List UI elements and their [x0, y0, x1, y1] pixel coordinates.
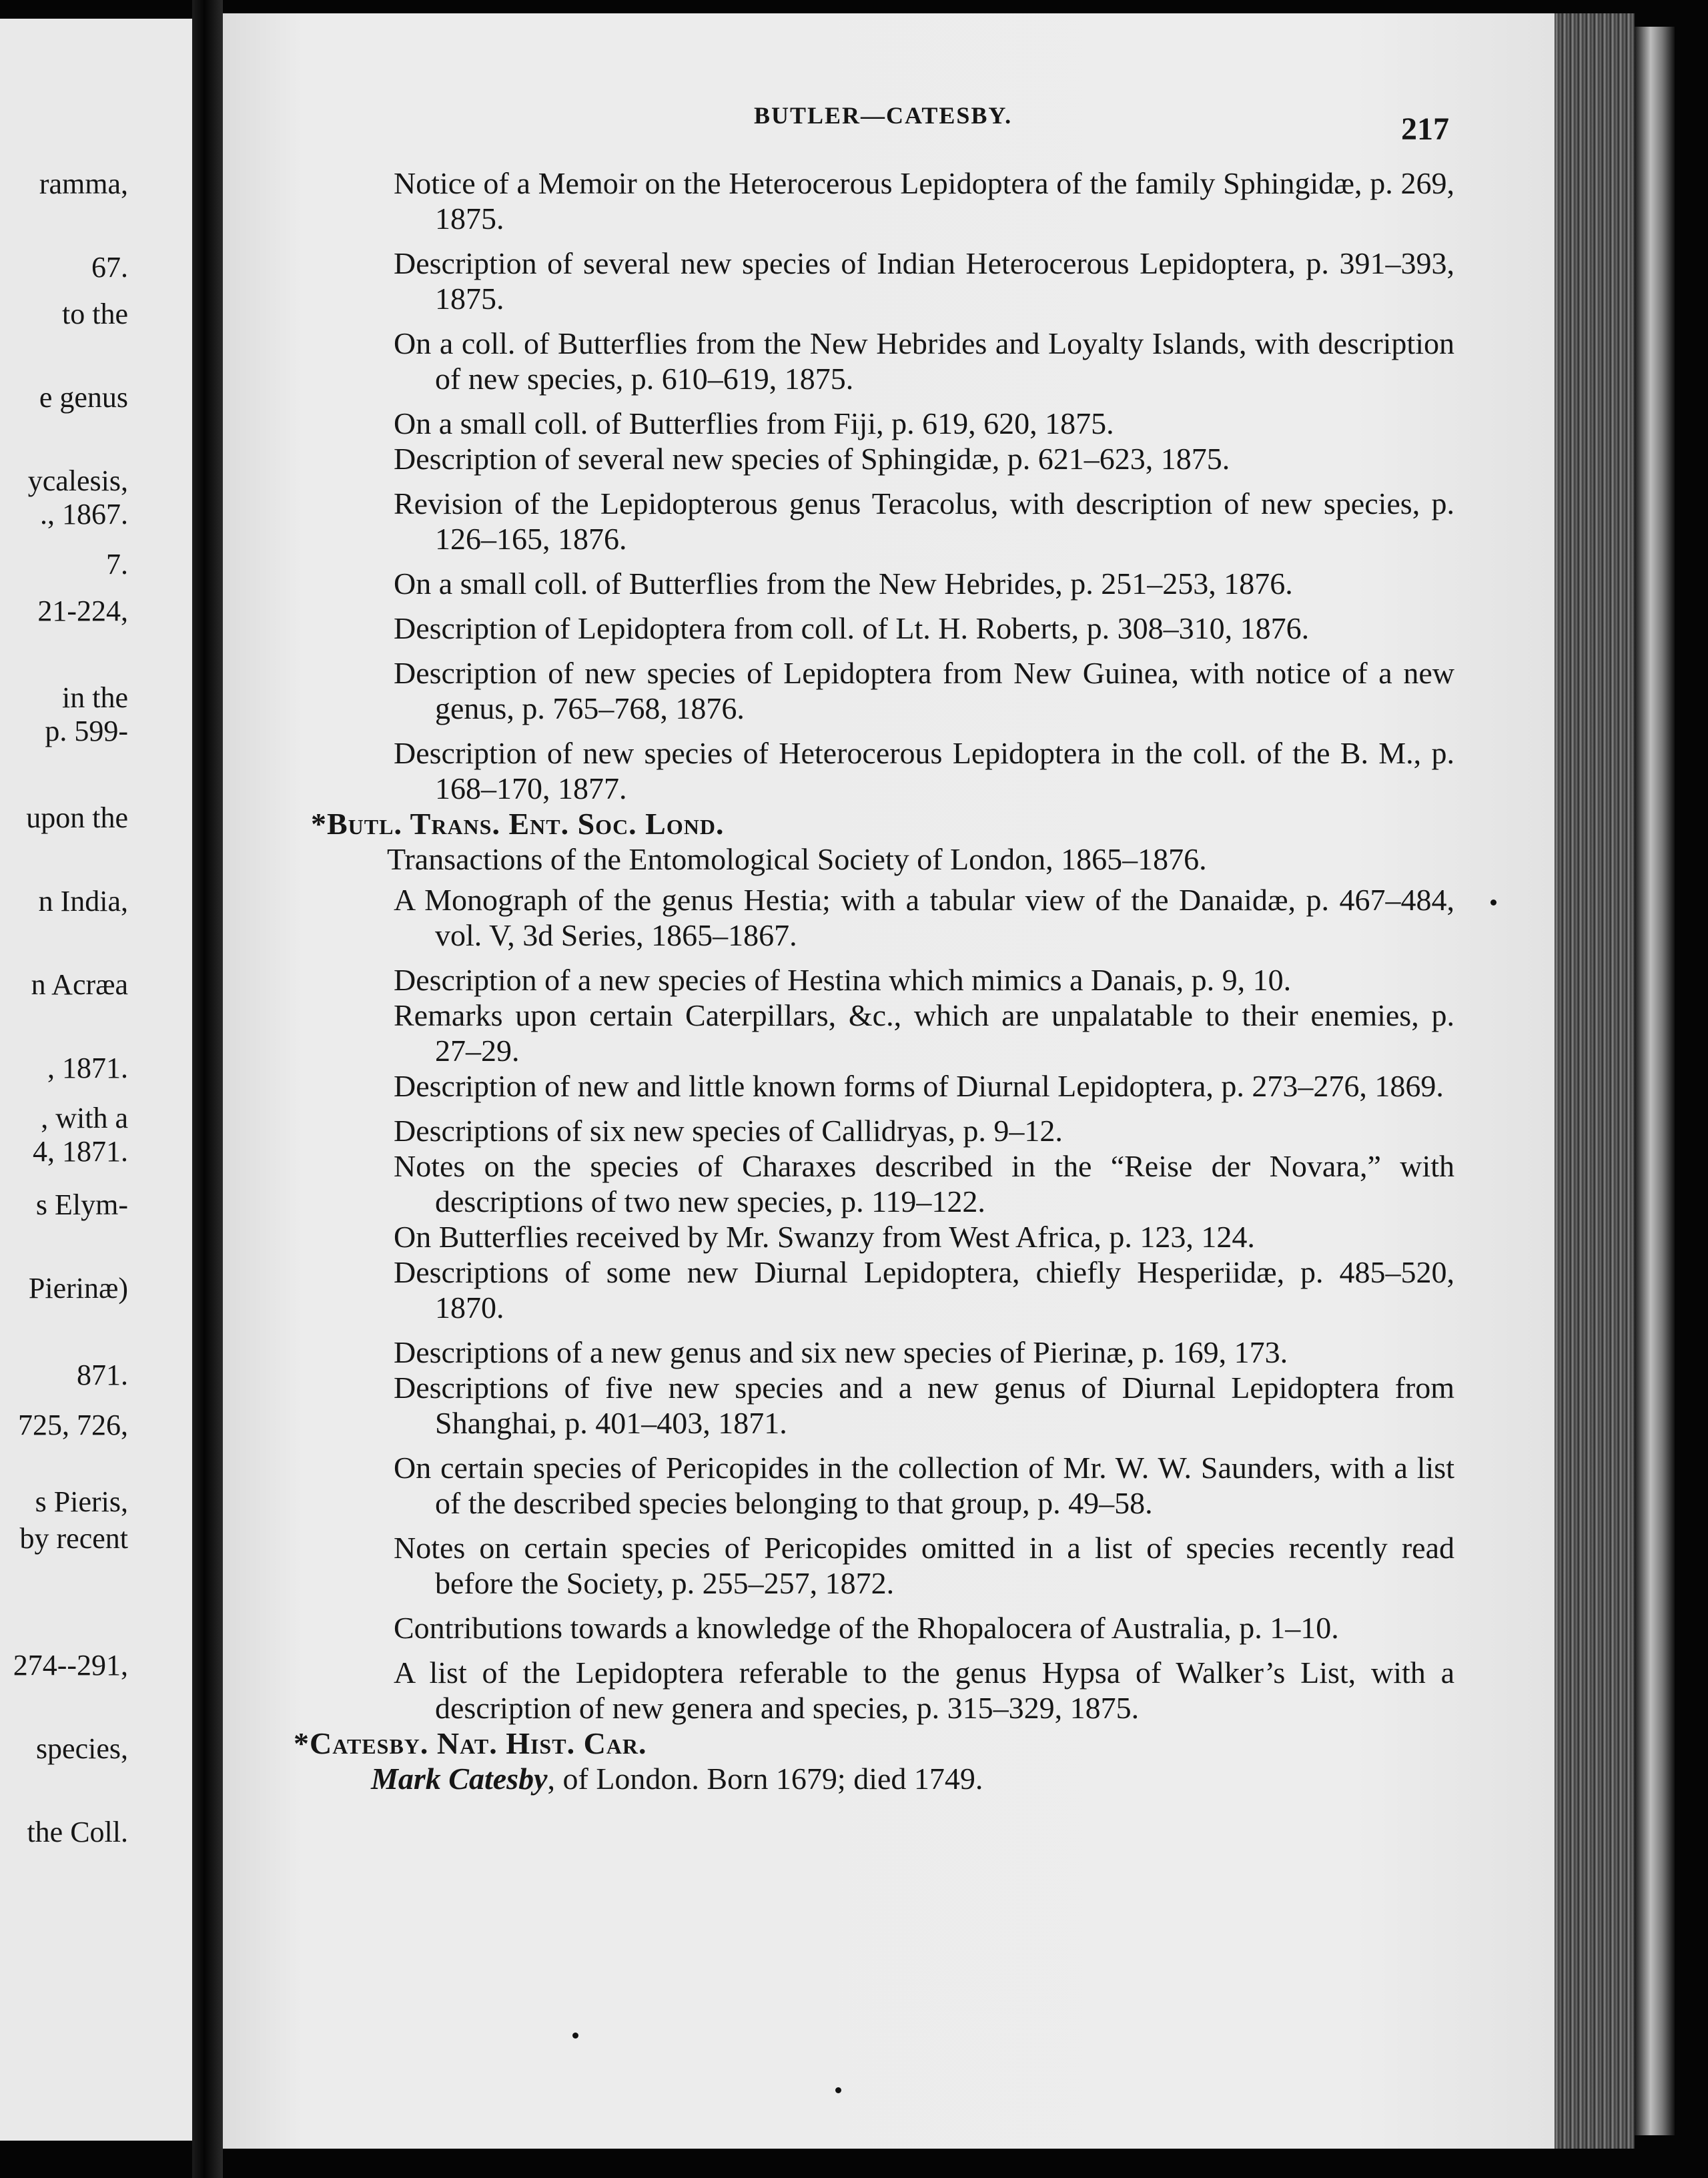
- list-item: Contributions towards a knowledge of the Rhopalocera of Australia, p. 1–10.: [394, 1611, 1339, 1645]
- left-page-text-fragment: 871.: [77, 1359, 128, 1391]
- list-item: A list of the Lepidoptera referable to the genus Hypsa of Walker’s List, with a description of new genera and species, p. 315–329, 1875.: [394, 1656, 1454, 1725]
- list-item: Descriptions of six new species of Callidryas, p. 9–12.: [394, 1114, 1063, 1148]
- section-heading-butl: [311, 806, 1454, 841]
- left-page-text-fragment: 21-224,: [37, 595, 128, 627]
- left-page-text-fragment: ramma,: [39, 167, 128, 200]
- left-page-text-fragment: the Coll.: [27, 1816, 128, 1848]
- left-page-text-fragment: 67.: [91, 251, 128, 284]
- list-item: Description of Lepidoptera from coll. of Lt. H. Roberts, p. 308–310, 1876.: [394, 611, 1310, 645]
- left-page-text-fragment: s Elym-: [35, 1188, 128, 1221]
- left-page-text-fragment: n India,: [38, 885, 128, 918]
- left-page-text-fragment: by recent: [19, 1522, 128, 1555]
- list-item: Description of new and little known forms of Diurnal Lepidoptera, p. 273–276, 1869.: [394, 1069, 1444, 1103]
- left-page-text-fragment: , 1871.: [47, 1052, 128, 1084]
- speck: [572, 2033, 578, 2039]
- left-page-text-fragment: ycalesis,: [27, 464, 128, 497]
- author-name: Mark Catesby: [371, 1762, 548, 1796]
- author-details: , of London. Born 1679; died 1749.: [547, 1762, 983, 1796]
- list-item: Description of new species of Heterocerous Lepidoptera in the coll. of the B. M., p. 168–170, 1877.: [394, 736, 1454, 805]
- left-page-text-fragment: n Acræa: [31, 968, 128, 1001]
- left-page-text-fragment: , with a: [41, 1102, 128, 1134]
- left-page-text-fragment: 725, 726,: [18, 1409, 128, 1441]
- section-heading-text: *Catesby. Nat. Hist. Car.: [294, 1726, 647, 1760]
- list-item: Description of new species of Lepidoptera from New Guinea, with notice of a new genus, p. 765–768, 1876.: [394, 656, 1454, 725]
- speck: [835, 2087, 841, 2093]
- book-cover-edge: [1635, 27, 1675, 2135]
- main-text: [294, 165, 1454, 1796]
- list-item: Description of several new species of Indian Heterocerous Lepidoptera, p. 391–393, 1875.: [394, 246, 1454, 316]
- page-number: 217: [1401, 111, 1449, 147]
- speck: [1490, 899, 1497, 905]
- left-page-text-fragment: s Pieris,: [35, 1485, 128, 1518]
- list-item: On a coll. of Butterflies from the New Hebrides and Loyalty Islands, with description of new species, p. 610–619, 1875.: [394, 326, 1454, 396]
- section-subtitle: Transactions of the Entomological Society of London, 1865–1876.: [387, 842, 1207, 876]
- author-line: [371, 1761, 1454, 1796]
- list-item: Descriptions of a new genus and six new species of Pierinæ, p. 169, 173.: [394, 1335, 1288, 1369]
- list-item: Revision of the Lepidopterous genus Teracolus, with description of new species, p. 126–165, 1876.: [394, 486, 1454, 556]
- list-item: Notice of a Memoir on the Heterocerous Lepidoptera of the family Sphingidæ, p. 269, 1875.: [394, 166, 1454, 236]
- left-page-text-fragment: p. 599-: [45, 715, 128, 747]
- left-page-text-fragment: to the: [62, 298, 128, 330]
- section-heading-catesby: [294, 1726, 1454, 1761]
- list-item: Remarks upon certain Caterpillars, &c., which are unpalatable to their enemies, p. 27–29.: [394, 998, 1454, 1068]
- list-item: Notes on the species of Charaxes described in the “Reise der Novara,” with descriptions of two new species, p. 119–122.: [394, 1149, 1454, 1218]
- entries-butl: [294, 882, 1454, 1726]
- left-page-text-fragment: species,: [35, 1732, 128, 1765]
- left-page-text-fragment: in the: [62, 681, 128, 714]
- list-item: Descriptions of five new species and a new genus of Diurnal Lepidoptera from Shanghai, p. 401–403, 1871.: [394, 1371, 1454, 1440]
- list-item: On certain species of Pericopides in the collection of Mr. W. W. Saunders, with a list of the described species belonging to that group, p. 49–58.: [394, 1451, 1454, 1520]
- left-page-fragment: [0, 19, 192, 2141]
- left-page-text-fragment: 4, 1871.: [33, 1135, 128, 1168]
- page-edges: [1555, 13, 1635, 2149]
- left-page-text-fragment: 7.: [106, 548, 128, 581]
- list-item: On a small coll. of Butterflies from Fiji, p. 619, 620, 1875.: [394, 406, 1114, 440]
- entries-top: [294, 165, 1454, 806]
- left-page-text-fragment: ., 1867.: [40, 498, 128, 530]
- list-item: Description of a new species of Hestina which mimics a Danais, p. 9, 10.: [394, 963, 1292, 997]
- book-gutter: [192, 0, 223, 2178]
- list-item: A Monograph of the genus Hestia; with a tabular view of the Danaidæ, p. 467–484, vol. V, 3d Series, 1865–1867.: [394, 883, 1454, 952]
- left-page-text-fragment: upon the: [26, 801, 128, 834]
- running-header: BUTLER—CATESBY.: [754, 102, 1013, 129]
- list-item: Descriptions of some new Diurnal Lepidoptera, chiefly Hesperiidæ, p. 485–520, 1870.: [394, 1255, 1454, 1325]
- list-item: Notes on certain species of Pericopides omitted in a list of species recently read before the Society, p. 255–257, 1872.: [394, 1531, 1454, 1600]
- section-heading-text: *Butl. Trans. Ent. Soc. Lond.: [311, 807, 725, 841]
- left-page-text-fragment: e genus: [39, 381, 128, 414]
- list-item: On Butterflies received by Mr. Swanzy from West Africa, p. 123, 124.: [394, 1220, 1255, 1254]
- left-page-text-fragment: 274--291,: [13, 1649, 128, 1682]
- left-page-text-fragment: Pierinæ): [28, 1272, 128, 1305]
- list-item: On a small coll. of Butterflies from the New Hebrides, p. 251–253, 1876.: [394, 567, 1293, 601]
- list-item: Description of several new species of Sphingidæ, p. 621–623, 1875.: [394, 442, 1230, 476]
